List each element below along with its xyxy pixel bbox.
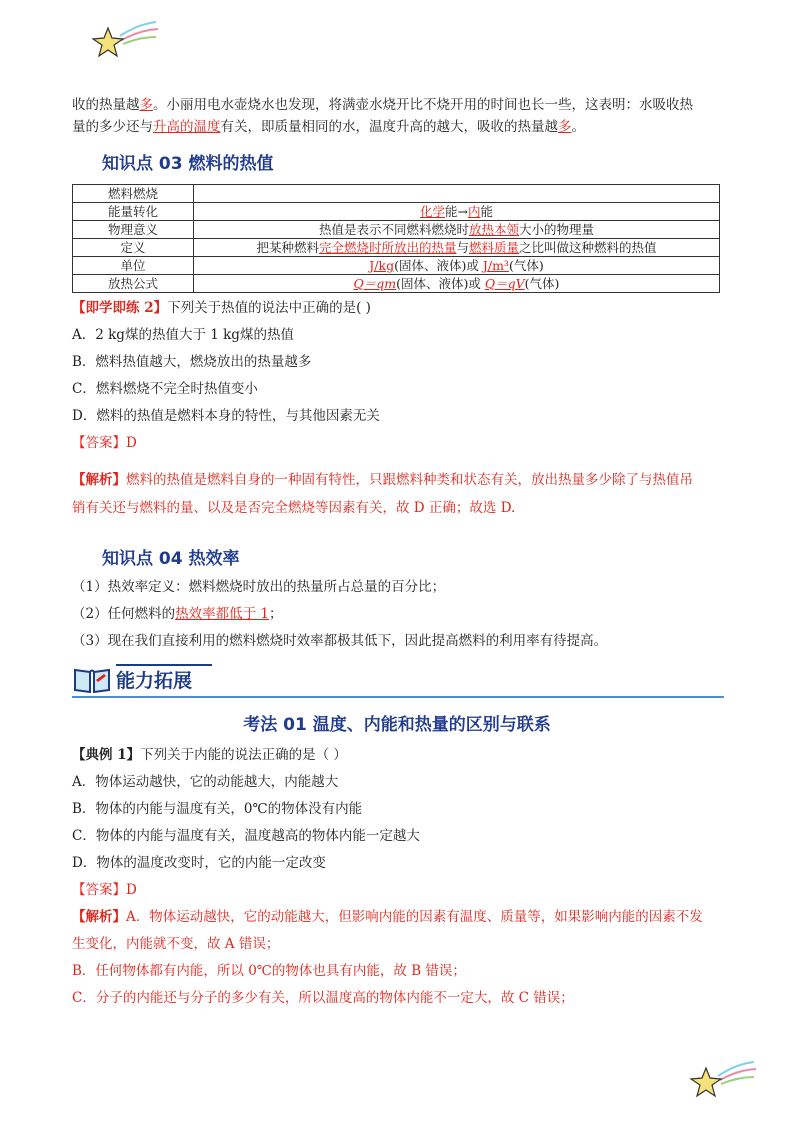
table-label: 定义 [73,239,194,257]
table-label: 物理意义 [73,221,194,239]
kp04-item: （3）现在我们直接利用的燃料燃烧时效率都极其低下，因此提高燃料的利用率有待提高。 [72,633,608,649]
practice-question-2 [72,297,732,321]
analysis-text: 燃料的热值是燃料自身的一种固有特性，只跟燃料种类和状态有关，放出热量多少除了与热值吊 [126,472,693,488]
table-label: 放热公式 [73,275,194,293]
star-decoration-icon [90,18,160,62]
example-option: D．物体的温度改变时，它的内能一定改变 [72,855,326,871]
banner-divider [72,696,724,698]
underlined-answer: 完全燃烧时所放出的热量 [318,240,457,255]
book-icon [72,664,112,698]
analysis-text: 生变化，内能就不变，故 A 错误； [72,936,280,952]
question-tag: 【即学即练 2】 [72,300,168,316]
underlined-answer: 燃料质量 [469,240,520,255]
example-option: C．物体的内能与温度有关，温度越高的物体内能一定越大 [72,828,420,844]
knowledge-point-04-heading: 知识点 04 热效率 [102,549,240,569]
text: 。小丽用电水壶烧水也发现，将满壶水烧开比不烧开用的时间也长一些，这表明：水吸收热 [153,97,693,113]
text: 能 [480,204,494,219]
table-label: 单位 [73,257,194,275]
text: 。 [571,119,585,135]
text: 收的热量越 [72,97,140,113]
analysis-text: C．分子的内能还与分子的多少有关，所以温度高的物体内能不一定大，故 C 错误； [72,990,574,1006]
analysis-tag: 【解析】 [72,472,126,488]
underlined-answer: 内 [467,204,481,219]
table-row [73,275,720,293]
underlined-answer: Q＝qm [353,276,397,291]
method-01-heading: 考法 01 温度、内能和热量的区别与联系 [243,715,551,735]
text: (固体、液体)或 [396,276,485,291]
question-tag: 【典例 1】 [72,747,141,763]
table-row [73,203,720,221]
table-label: 能量转化 [73,203,194,221]
text: 能→ [445,204,468,219]
practice-option: C．燃料燃烧不完全时热值变小 [72,381,258,397]
practice-analysis [72,466,732,522]
analysis-text: A．物体运动越快，它的动能越大，但影响内能的因素有温度、质量等，如果影响内能的因素不发 [126,909,703,925]
text: 量的多少还与 [72,119,153,135]
heat-value-table [72,184,720,293]
table-row [73,185,720,203]
example-answer [72,879,732,901]
analysis-text: 销有关还与燃料的量、以及是否完全燃烧等因素有关，故 D 正确；故选 D. [72,500,516,516]
text: 之比叫做这种燃料的热值 [519,240,657,255]
table-value [194,257,720,275]
example-question-1 [72,744,732,766]
kp04-item: （1）热效率定义：燃料燃烧时放出的热量所占总量的百分比； [72,579,446,595]
analysis-text: B．任何物体都有内能，所以 0℃的物体也具有内能，故 B 错误； [72,963,466,979]
star-decoration-icon [688,1058,758,1102]
analysis-tag: 【解析】 [72,909,126,925]
text: (固体、液体)或 [394,258,483,273]
text: 大小的物理量 [519,222,595,237]
kp04-item [72,603,732,625]
underlined-answer: 升高的温度 [153,119,221,135]
example-option: B．物体的内能与温度有关，0℃的物体没有内能 [72,801,363,817]
text: (气体) [524,276,560,291]
knowledge-point-03-heading: 知识点 03 燃料的热值 [102,154,274,174]
answer-value: D [126,882,137,898]
answer-tag: 【答案】 [72,435,126,451]
underlined-answer: Q＝qV [484,276,525,291]
underlined-answer: 多 [139,97,153,113]
text: （2）任何燃料的 [72,606,176,622]
table-label: 燃料燃烧 [73,185,194,203]
ability-section-banner [72,662,724,700]
practice-option: B．燃料热值越大，燃烧放出的热量越多 [72,354,312,370]
answer-value: D [126,435,137,451]
underlined-answer: J/m³ [482,258,509,273]
table-value [194,239,720,257]
table-row [73,257,720,275]
practice-option: D．燃料的热值是燃料本身的特性，与其他因素无关 [72,408,380,424]
ability-title: 能力拓展 [116,670,193,692]
example-option: A．物体运动越快，它的动能越大，内能越大 [72,774,339,790]
example-analysis [72,904,732,1012]
table-value [194,221,720,239]
text: ； [268,606,283,622]
text: 有关，即质量相同的水，温度升高的越大，吸收的热量越 [220,119,558,135]
table-row [73,221,720,239]
underlined-answer: 热效率都低于 1 [175,606,269,622]
text: 把某种燃料 [256,240,319,255]
banner-top-line [116,664,212,666]
text: 热值是表示不同燃料燃烧时 [318,222,469,237]
practice-answer [72,432,732,454]
text: 与 [456,240,469,255]
table-value [194,203,720,221]
practice-option: A．2 kg煤的热值大于 1 kg煤的热值 [72,327,294,343]
underlined-answer: 多 [558,119,572,135]
question-text: 下列关于热值的说法中正确的是( ) [167,300,371,316]
question-text: 下列关于内能的说法正确的是（ ） [140,747,347,763]
underlined-answer: 化学 [419,204,445,219]
text: (气体) [508,258,544,273]
intro-paragraph [72,94,732,138]
underlined-answer: 放热本领 [468,222,519,237]
underlined-answer: J/kg [369,258,395,273]
table-value [194,275,720,293]
answer-tag: 【答案】 [72,882,126,898]
table-row [73,239,720,257]
table-value [194,185,720,203]
